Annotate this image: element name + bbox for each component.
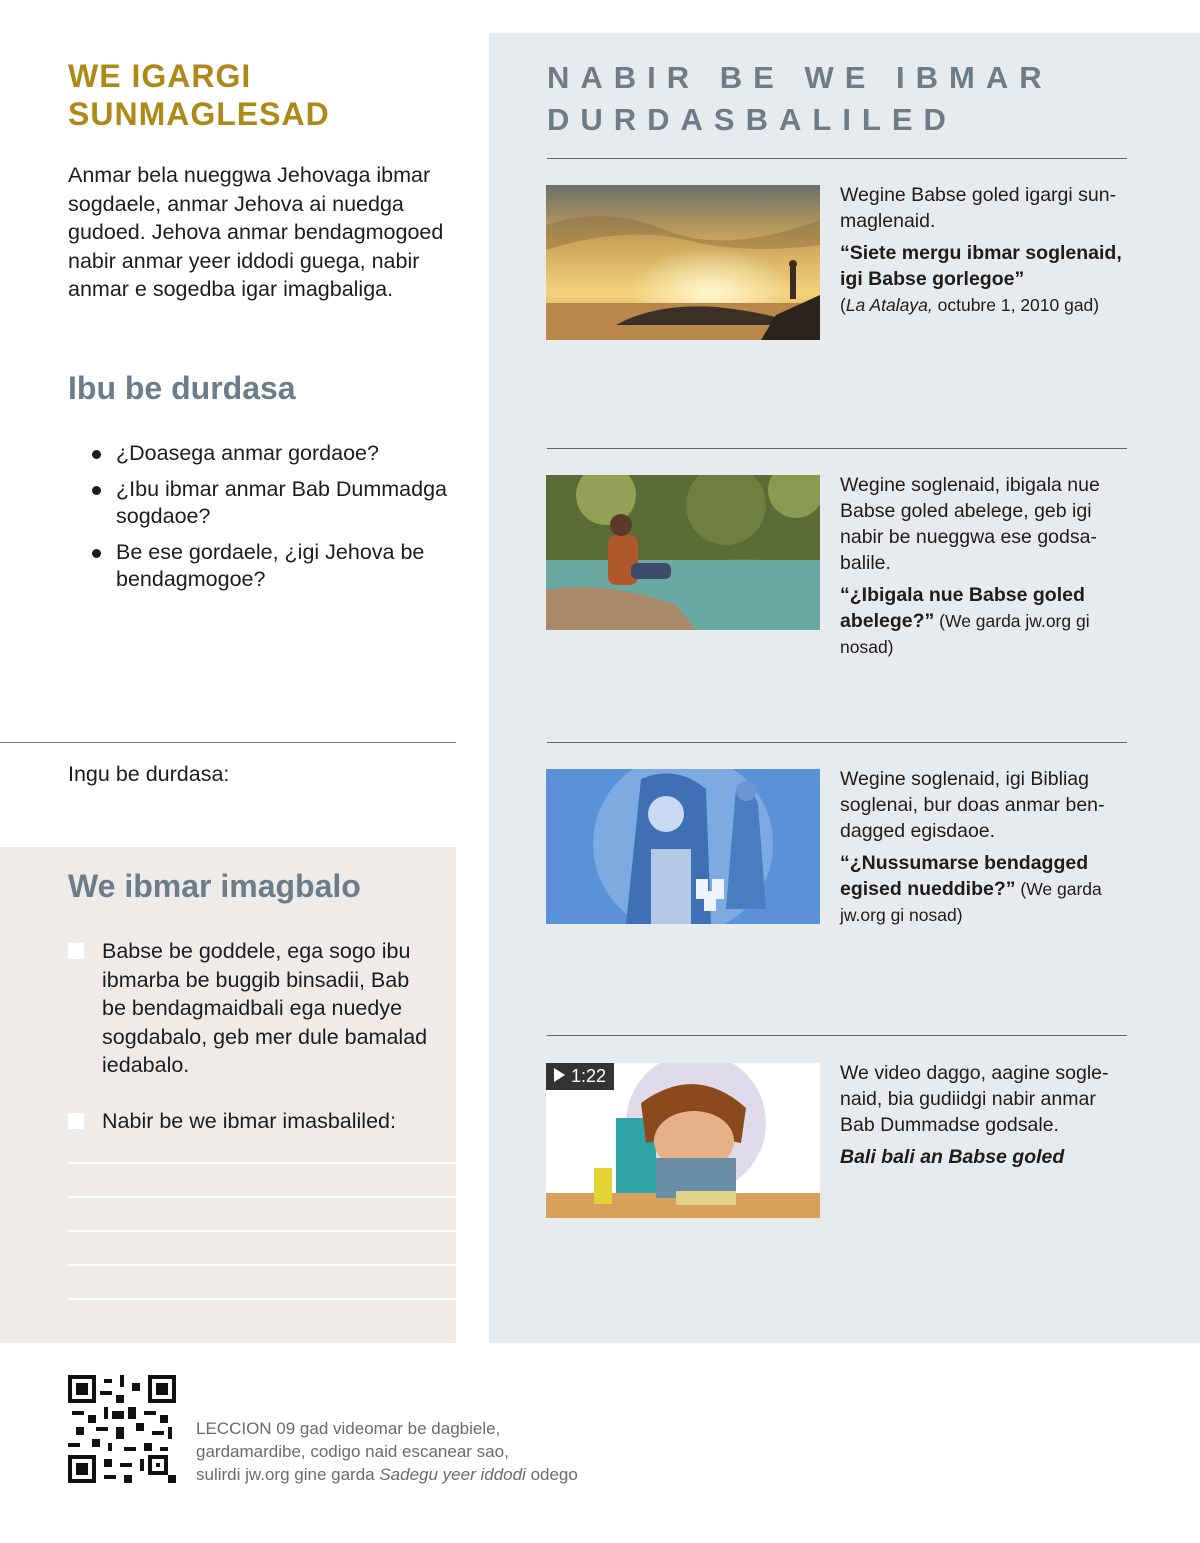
publication-link[interactable]: Sadegu yeer iddodi — [379, 1465, 526, 1484]
media-item — [840, 472, 1128, 660]
summary-text: Anmar bela nueggwa Jehovaga ibmar sogdaele, anmar Jehova ai nuedga gudoed. Jehova anmar bendagmogoed nabir anmar yeer iddodi guega, nabir anmar e sogedba igar imagbaliga. — [68, 163, 444, 301]
list-item: ¿Doasega anmar gordaoe? — [92, 440, 452, 467]
article-link[interactable]: “Siete mergu ibmar soglenaid, igi Babse gorlegoe” — [840, 242, 1122, 290]
video-duration-badge: 1:22 — [546, 1063, 614, 1090]
tasks-heading: We ibmar imagbalo — [68, 868, 361, 904]
play-icon[interactable] — [554, 1068, 565, 1082]
summary-heading — [68, 57, 330, 133]
bullet-icon — [92, 486, 101, 495]
woman-by-water-image[interactable] — [546, 475, 820, 630]
list-item: ¿Ibu ibmar anmar Bab Dummadga sogdaoe? — [92, 476, 452, 530]
divider — [0, 742, 456, 743]
writing-line[interactable] — [68, 1264, 456, 1266]
task-item[interactable]: Babse be goddele, ega sogo ibu ibmarba be buggib binsadii, Bab be bendagmaidbali ega nuedye sogdabalo, geb mer dule bamalad iedabalo. — [68, 937, 438, 1080]
summary-heading-line1: WE IGARGI — [68, 58, 252, 94]
writing-line[interactable] — [68, 1230, 456, 1232]
article-link[interactable]: “¿Ibigala nue Babse goled abelege?” (We garda jw.org gi nosad) — [840, 584, 1090, 657]
writing-line[interactable] — [68, 1162, 456, 1164]
media-description: Wegine soglenaid, ibigala nue Babse goled abelege, geb igi nabir be nueggwa ese godsabalile. — [840, 474, 1100, 574]
writing-line[interactable] — [68, 1298, 456, 1300]
article-link[interactable]: “¿Nussumarse bendagged egised nueddibe?” (We garda jw.org gi nosad) — [840, 852, 1102, 925]
writing-line[interactable] — [68, 1196, 456, 1198]
explore-heading — [547, 57, 1107, 141]
media-description: Wegine soglenaid, igi Bibliag soglenai, bur doas anmar bendagged egisdaoe. — [840, 768, 1105, 842]
bullet-icon — [92, 549, 101, 558]
checkbox-icon[interactable] — [68, 943, 84, 959]
divider — [547, 1035, 1127, 1036]
list-item: Be ese gordaele, ¿igi Jehova be bendagmogoe? — [92, 539, 452, 593]
media-description: We video daggo, aagine soglenaid, bia gudiidgi nabir anmar Bab Dummadse godsale. — [840, 1062, 1109, 1136]
divider — [547, 448, 1127, 449]
summary-heading-line2: SUNMAGLESAD — [68, 96, 330, 132]
explore-heading-line2: DURDASBALILED — [547, 102, 957, 137]
video-link[interactable]: Bali bali an Babse goled — [840, 1146, 1065, 1168]
video-thumbnail[interactable] — [546, 1063, 820, 1218]
bullet-icon — [92, 450, 101, 459]
media-item — [840, 766, 1128, 928]
woman-praying-image[interactable] — [546, 769, 820, 924]
media-item — [840, 182, 1128, 318]
sunset-image[interactable] — [546, 185, 820, 340]
task-item[interactable]: Nabir be we ibmar imasbaliled: — [68, 1107, 438, 1136]
checkbox-icon[interactable] — [68, 1113, 84, 1129]
explore-heading-line1: NABIR BE WE IBMAR — [547, 60, 1053, 95]
review-questions — [92, 440, 452, 602]
extra-question-label: Ingu be durdasa: — [68, 762, 230, 786]
divider — [547, 158, 1127, 159]
tasks-panel — [0, 847, 456, 1343]
media-source: (La Atalaya, octubre 1, 2010 gad) — [840, 295, 1100, 315]
footer-note: LECCION 09 gad videomar be dagbiele, gardamardibe, codigo naid escanear sao, sulirdi jw.org gine garda Sadegu yeer iddodi odego — [196, 1419, 578, 1484]
media-description: Wegine Babse goled igargi sunmaglenaid. — [840, 184, 1117, 232]
review-heading: Ibu be durdasa — [68, 370, 296, 406]
media-item — [840, 1060, 1128, 1170]
divider — [547, 742, 1127, 743]
qr-code[interactable] — [68, 1375, 176, 1483]
